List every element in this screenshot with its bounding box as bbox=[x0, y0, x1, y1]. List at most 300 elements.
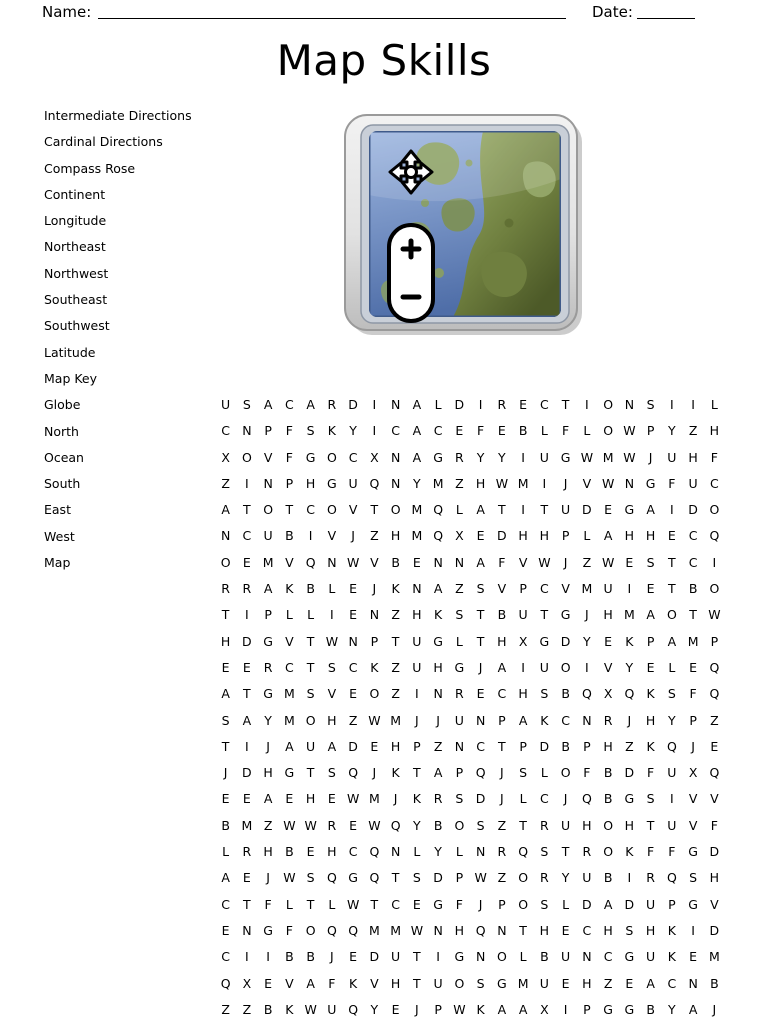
grid-cell: N bbox=[582, 712, 592, 728]
grid-cell: V bbox=[688, 817, 698, 833]
grid-cell: H bbox=[645, 712, 656, 728]
grid-cell: S bbox=[412, 870, 421, 886]
grid-cell: O bbox=[241, 449, 252, 465]
grid-cell: Y bbox=[413, 817, 421, 833]
grid-cell: F bbox=[710, 817, 718, 833]
grid-cell: U bbox=[539, 659, 549, 675]
grid-cell: C bbox=[603, 949, 613, 965]
grid-cell: Z bbox=[391, 686, 400, 702]
grid-cell: E bbox=[306, 844, 315, 860]
grid-cell: E bbox=[604, 502, 613, 518]
grid-cell: T bbox=[413, 949, 421, 965]
grid-cell: N bbox=[497, 922, 507, 938]
grid-cell: U bbox=[518, 607, 528, 623]
grid-cell: Y bbox=[370, 1001, 379, 1017]
grid-cell: V bbox=[285, 633, 294, 649]
grid-cell: B bbox=[603, 870, 613, 886]
grid-cell: U bbox=[667, 765, 677, 781]
grid-cell: B bbox=[561, 686, 570, 702]
grid-cell: J bbox=[691, 738, 695, 754]
grid-row bbox=[215, 445, 725, 471]
grid-row bbox=[215, 497, 725, 523]
grid-cell: L bbox=[710, 397, 718, 412]
grid-cell: T bbox=[498, 738, 506, 754]
grid-cell: E bbox=[221, 659, 230, 675]
grid-cell: R bbox=[327, 817, 337, 833]
grid-cell: G bbox=[284, 765, 295, 781]
grid-cell: G bbox=[433, 896, 443, 912]
grid-cell: S bbox=[646, 554, 655, 570]
grid-cell: V bbox=[688, 791, 698, 807]
grid-cell: V bbox=[497, 581, 507, 597]
list-item: Northwest bbox=[44, 265, 109, 281]
grid-cell: C bbox=[221, 896, 230, 912]
grid-cell: V bbox=[561, 581, 570, 597]
date-write-line bbox=[637, 18, 695, 19]
grid-cell: E bbox=[221, 922, 230, 938]
grid-cell: C bbox=[476, 738, 485, 754]
grid-cell: D bbox=[475, 791, 486, 807]
grid-cell: W bbox=[304, 1001, 317, 1017]
list-item: Southwest bbox=[44, 318, 110, 334]
grid-cell: G bbox=[560, 607, 571, 623]
grid-cell: C bbox=[710, 475, 719, 491]
grid-cell: Z bbox=[391, 607, 400, 623]
grid-cell: F bbox=[668, 475, 676, 491]
grid-cell: O bbox=[666, 607, 677, 623]
page-title: Map Skills bbox=[276, 36, 492, 85]
grid-cell: K bbox=[646, 686, 655, 702]
grid-cell: W bbox=[708, 607, 721, 623]
grid-cell: A bbox=[221, 870, 230, 886]
grid-row bbox=[215, 944, 725, 970]
grid-cell: T bbox=[243, 896, 251, 912]
grid-cell: I bbox=[330, 607, 334, 623]
grid-cell: P bbox=[519, 581, 527, 597]
grid-cell: B bbox=[391, 554, 400, 570]
grid-cell: T bbox=[476, 607, 485, 623]
grid-cell: D bbox=[709, 922, 720, 938]
grid-cell: K bbox=[391, 765, 400, 781]
list-item: East bbox=[44, 502, 71, 518]
grid-row bbox=[215, 471, 725, 497]
grid-cell: J bbox=[500, 765, 504, 781]
grid-cell: G bbox=[497, 975, 507, 991]
grid-cell: J bbox=[415, 712, 419, 728]
grid-cell: P bbox=[689, 712, 697, 728]
grid-cell: L bbox=[583, 528, 591, 544]
grid-cell: K bbox=[434, 607, 443, 623]
grid-cell: H bbox=[305, 475, 316, 491]
grid-cell: S bbox=[625, 922, 634, 938]
grid-cell: U bbox=[582, 870, 592, 886]
grid-cell: U bbox=[561, 502, 571, 518]
grid-cell: D bbox=[348, 397, 358, 412]
grid-cell: H bbox=[603, 922, 613, 938]
grid-cell: L bbox=[562, 896, 570, 912]
grid-cell: V bbox=[582, 475, 592, 491]
grid-cell: W bbox=[283, 870, 296, 886]
grid-cell: P bbox=[646, 423, 655, 439]
grid-cell: C bbox=[497, 686, 507, 702]
grid-cell: J bbox=[330, 949, 334, 965]
grid-cell: S bbox=[327, 765, 336, 781]
grid-cell: I bbox=[245, 607, 249, 623]
grid-cell: M bbox=[708, 949, 720, 965]
zoom-control-icon bbox=[389, 225, 433, 321]
grid-cell: I bbox=[478, 397, 483, 412]
grid-row bbox=[215, 813, 725, 839]
grid-cell: Q bbox=[369, 870, 380, 886]
grid-cell: K bbox=[370, 659, 379, 675]
grid-row bbox=[215, 392, 725, 418]
grid-cell: G bbox=[688, 844, 698, 860]
grid-cell: L bbox=[455, 502, 463, 518]
grid-cell: K bbox=[646, 738, 655, 754]
grid-cell: U bbox=[539, 449, 549, 465]
grid-cell: G bbox=[454, 659, 465, 675]
grid-cell: B bbox=[221, 817, 230, 833]
grid-cell: O bbox=[496, 949, 507, 965]
grid-cell: E bbox=[349, 607, 358, 623]
grid-cell: N bbox=[433, 554, 443, 570]
grid-cell: I bbox=[415, 686, 419, 702]
grid-cell: S bbox=[455, 607, 464, 623]
grid-cell: D bbox=[497, 528, 507, 544]
grid-cell: B bbox=[688, 581, 698, 597]
grid-cell: W bbox=[623, 449, 636, 465]
grid-cell: B bbox=[646, 1001, 655, 1017]
list-item: North bbox=[44, 423, 79, 439]
grid-cell: P bbox=[455, 765, 464, 781]
grid-cell: O bbox=[709, 502, 720, 518]
grid-cell: I bbox=[585, 659, 589, 675]
grid-cell: E bbox=[689, 659, 698, 675]
grid-cell: A bbox=[497, 1001, 507, 1017]
grid-cell: V bbox=[370, 975, 379, 991]
grid-cell: X bbox=[455, 528, 464, 544]
grid-cell: Z bbox=[625, 738, 634, 754]
grid-cell: B bbox=[518, 423, 528, 439]
grid-cell: Z bbox=[221, 475, 230, 491]
grid-cell: J bbox=[627, 712, 632, 728]
grid-cell: A bbox=[327, 738, 337, 754]
grid-cell: O bbox=[390, 502, 401, 518]
grid-cell: J bbox=[372, 581, 377, 597]
grid-cell: I bbox=[670, 502, 674, 518]
grid-cell: O bbox=[305, 712, 316, 728]
grid-cell: S bbox=[667, 686, 676, 702]
grid-cell: H bbox=[582, 975, 592, 991]
grid-cell: Q bbox=[666, 870, 677, 886]
grid-cell: G bbox=[263, 686, 273, 702]
grid-row bbox=[215, 629, 725, 655]
grid-cell: W bbox=[325, 633, 339, 649]
grid-cell: G bbox=[624, 791, 635, 807]
grid-cell: E bbox=[391, 1001, 400, 1017]
grid-cell: R bbox=[582, 844, 592, 860]
grid-cell: Z bbox=[688, 423, 698, 439]
grid-cell: R bbox=[540, 870, 549, 886]
grid-cell: K bbox=[667, 922, 676, 938]
grid-cell: R bbox=[455, 686, 464, 702]
grid-cell: H bbox=[624, 817, 635, 833]
grid-cell: S bbox=[242, 397, 251, 412]
grid-cell: T bbox=[391, 633, 400, 649]
grid-cell: X bbox=[688, 765, 698, 781]
grid-cell: T bbox=[519, 817, 527, 833]
grid-cell: D bbox=[433, 870, 443, 886]
grid-cell: E bbox=[412, 554, 421, 570]
grid-cell: F bbox=[583, 765, 591, 781]
grid-cell: C bbox=[348, 844, 358, 860]
grid-cell: A bbox=[518, 1001, 528, 1017]
grid-cell: R bbox=[327, 397, 337, 412]
grid-cell: M bbox=[687, 633, 699, 649]
grid-cell: Y bbox=[561, 870, 570, 886]
grid-cell: H bbox=[263, 765, 273, 781]
grid-cell: G bbox=[539, 633, 550, 649]
grid-row bbox=[215, 576, 725, 602]
grid-cell: I bbox=[245, 475, 249, 491]
grid-row bbox=[215, 892, 725, 918]
grid-cell: H bbox=[497, 633, 507, 649]
grid-cell: K bbox=[412, 791, 421, 807]
grid-cell: D bbox=[242, 765, 252, 781]
grid-cell: Q bbox=[348, 922, 359, 938]
grid-cell: C bbox=[348, 449, 358, 465]
grid-cell: N bbox=[390, 397, 401, 412]
grid-cell: W bbox=[368, 817, 381, 833]
grid-cell: S bbox=[476, 817, 485, 833]
grid-cell: Q bbox=[348, 1001, 359, 1017]
grid-cell: F bbox=[647, 844, 655, 860]
grid-cell: N bbox=[327, 554, 337, 570]
grid-cell: F bbox=[455, 896, 463, 912]
grid-cell: I bbox=[563, 1001, 568, 1017]
grid-cell: Z bbox=[455, 581, 464, 597]
grid-cell: E bbox=[349, 817, 358, 833]
grid-cell: N bbox=[242, 922, 252, 938]
grid-cell: P bbox=[264, 423, 272, 439]
grid-cell: M bbox=[517, 475, 529, 491]
grid-cell: N bbox=[454, 738, 465, 754]
grid-cell: O bbox=[263, 502, 274, 518]
grid-cell: N bbox=[412, 581, 422, 597]
grid-cell: X bbox=[370, 449, 379, 465]
grid-cell: P bbox=[646, 633, 655, 649]
grid-cell: H bbox=[539, 528, 550, 544]
grid-cell: N bbox=[475, 844, 486, 860]
list-item: West bbox=[44, 528, 75, 544]
grid-cell: E bbox=[349, 581, 358, 597]
grid-cell: O bbox=[518, 870, 529, 886]
grid-cell: S bbox=[306, 423, 315, 439]
grid-cell: C bbox=[540, 791, 549, 807]
grid-cell: E bbox=[561, 975, 570, 991]
grid-cell: Y bbox=[668, 423, 676, 439]
grid-cell: N bbox=[242, 423, 252, 439]
grid-cell: B bbox=[263, 1001, 273, 1017]
grid-cell: A bbox=[221, 502, 230, 518]
grid-cell: H bbox=[603, 607, 613, 623]
grid-cell: A bbox=[263, 791, 273, 807]
grid-cell: C bbox=[285, 659, 294, 675]
grid-cell: Y bbox=[434, 844, 442, 860]
grid-cell: H bbox=[327, 844, 337, 860]
grid-cell: H bbox=[263, 844, 273, 860]
grid-cell: Z bbox=[455, 475, 464, 491]
grid-cell: G bbox=[624, 949, 635, 965]
grid-cell: I bbox=[521, 449, 525, 465]
grid-cell: D bbox=[709, 844, 720, 860]
grid-cell: A bbox=[688, 1001, 698, 1017]
grid-cell: N bbox=[688, 975, 698, 991]
grid-cell: T bbox=[668, 581, 676, 597]
grid-cell: X bbox=[603, 686, 613, 702]
grid-cell: T bbox=[413, 975, 421, 991]
grid-cell: F bbox=[328, 975, 336, 991]
grid-cell: V bbox=[710, 791, 719, 807]
grid-cell: S bbox=[540, 686, 549, 702]
grid-cell: L bbox=[328, 896, 336, 912]
list-item: Continent bbox=[44, 186, 106, 202]
grid-cell: E bbox=[349, 686, 358, 702]
grid-cell: K bbox=[285, 1001, 294, 1017]
grid-cell: U bbox=[539, 975, 549, 991]
grid-cell: D bbox=[242, 633, 252, 649]
grid-cell: J bbox=[393, 791, 398, 807]
grid-cell: E bbox=[646, 659, 655, 675]
grid-cell: G bbox=[348, 870, 358, 886]
grid-cell: H bbox=[624, 528, 635, 544]
grid-cell: G bbox=[263, 922, 273, 938]
grid-cell: G bbox=[263, 633, 273, 649]
grid-cell: A bbox=[412, 449, 422, 465]
grid-cell: G bbox=[624, 502, 635, 518]
grid-cell: W bbox=[368, 712, 381, 728]
grid-cell: W bbox=[346, 896, 360, 912]
grid-cell: N bbox=[624, 397, 635, 412]
list-item: Northeast bbox=[44, 239, 106, 255]
grid-cell: V bbox=[348, 502, 358, 518]
grid-cell: J bbox=[266, 870, 270, 886]
grid-cell: M bbox=[241, 817, 253, 833]
grid-cell: W bbox=[623, 423, 636, 439]
grid-cell: H bbox=[645, 528, 656, 544]
grid-cell: E bbox=[242, 659, 251, 675]
grid-cell: F bbox=[689, 686, 697, 702]
grid-cell: O bbox=[220, 554, 231, 570]
grid-cell: L bbox=[519, 791, 527, 807]
grid-cell: B bbox=[710, 975, 719, 991]
grid-cell: I bbox=[585, 397, 589, 412]
grid-cell: J bbox=[372, 765, 377, 781]
grid-cell: O bbox=[326, 502, 337, 518]
grid-cell: P bbox=[455, 870, 464, 886]
grid-cell: A bbox=[412, 397, 422, 412]
grid-cell: G bbox=[433, 449, 443, 465]
grid-cell: C bbox=[242, 528, 252, 544]
grid-cell: U bbox=[646, 896, 656, 912]
grid-cell: T bbox=[540, 502, 549, 518]
grid-cell: I bbox=[266, 949, 270, 965]
grid-cell: V bbox=[518, 554, 528, 570]
grid-cell: M bbox=[283, 712, 295, 728]
grid-cell: W bbox=[601, 475, 615, 491]
grid-cell: P bbox=[370, 633, 379, 649]
grid-cell: J bbox=[563, 475, 568, 491]
grid-cell: E bbox=[412, 896, 421, 912]
grid-cell: Q bbox=[581, 791, 592, 807]
grid-cell: F bbox=[264, 896, 272, 912]
grid-cell: E bbox=[476, 686, 485, 702]
grid-cell: Q bbox=[326, 922, 337, 938]
grid-cell: T bbox=[561, 844, 570, 860]
grid-cell: J bbox=[712, 1001, 717, 1017]
grid-cell: F bbox=[285, 423, 293, 439]
grid-cell: M bbox=[368, 922, 380, 938]
grid-cell: E bbox=[604, 633, 613, 649]
grid-cell: E bbox=[370, 738, 379, 754]
grid-cell: R bbox=[603, 712, 613, 728]
grid-cell: Z bbox=[370, 528, 379, 544]
grid-cell: T bbox=[306, 896, 315, 912]
worksheet-header bbox=[0, 0, 768, 30]
grid-cell: I bbox=[670, 791, 674, 807]
grid-cell: Z bbox=[497, 870, 507, 886]
grid-cell: S bbox=[540, 844, 549, 860]
grid-cell: Y bbox=[264, 712, 272, 728]
grid-cell: O bbox=[603, 844, 614, 860]
grid-cell: R bbox=[221, 581, 230, 597]
grid-cell: Z bbox=[582, 554, 592, 570]
grid-cell: I bbox=[521, 659, 525, 675]
grid-cell: Y bbox=[349, 423, 357, 439]
grid-cell: U bbox=[667, 449, 677, 465]
grid-row bbox=[215, 681, 725, 707]
grid-cell: U bbox=[603, 581, 613, 597]
list-item: Latitude bbox=[44, 344, 96, 360]
grid-cell: E bbox=[625, 975, 634, 991]
grid-cell: Z bbox=[221, 1001, 230, 1017]
grid-cell: Q bbox=[666, 738, 677, 754]
grid-cell: J bbox=[478, 896, 483, 912]
grid-cell: O bbox=[603, 817, 614, 833]
grid-cell: T bbox=[476, 633, 485, 649]
grid-cell: O bbox=[454, 975, 465, 991]
grid-cell: F bbox=[477, 423, 485, 439]
grid-cell: V bbox=[370, 554, 379, 570]
grid-cell: J bbox=[563, 554, 568, 570]
name-label: Name: bbox=[42, 3, 92, 21]
grid-cell: T bbox=[243, 502, 251, 518]
grid-cell: K bbox=[285, 581, 294, 597]
grid-cell: P bbox=[710, 633, 719, 649]
grid-cell: K bbox=[667, 949, 676, 965]
grid-cell: Y bbox=[498, 449, 506, 465]
grid-cell: C bbox=[540, 397, 549, 412]
grid-cell: Q bbox=[475, 765, 486, 781]
grid-cell: S bbox=[646, 791, 655, 807]
grid-cell: R bbox=[242, 581, 252, 597]
grid-cell: T bbox=[306, 765, 315, 781]
grid-cell: I bbox=[627, 581, 632, 597]
grid-cell: W bbox=[283, 817, 296, 833]
grid-row bbox=[215, 997, 725, 1023]
grid-cell: A bbox=[497, 659, 507, 675]
grid-cell: R bbox=[433, 791, 443, 807]
